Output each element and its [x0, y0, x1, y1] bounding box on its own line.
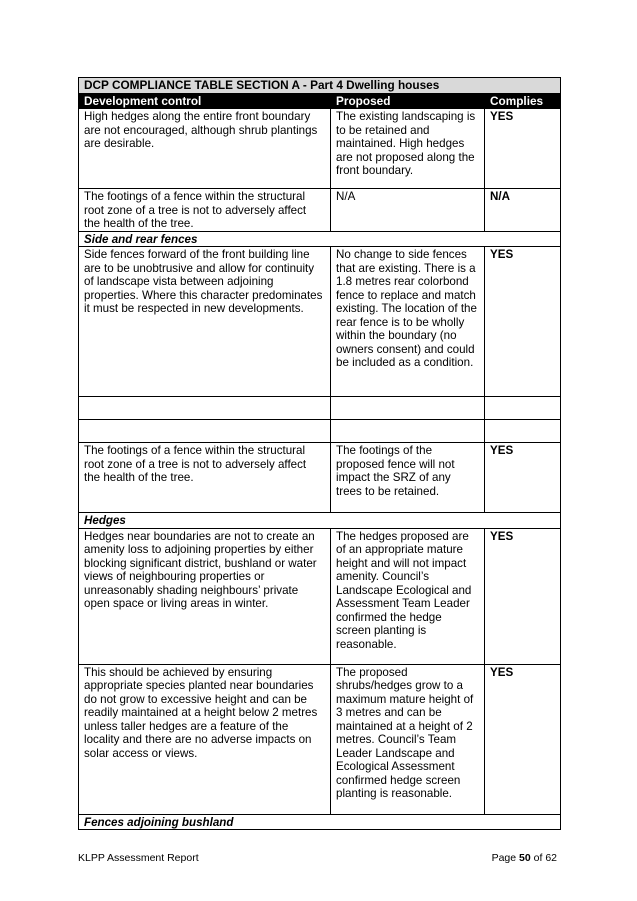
- proposed-cell: [331, 397, 485, 420]
- control-cell: The footings of a fence within the structural root zone of a tree is not to adversely affect the health of the tree.: [79, 443, 331, 513]
- proposed-cell: The proposed shrubs/hedges grow to a maximum mature height of 3 metres and can be maintained at a height of 2 metres. Council’s Team Leader Landscape and Ecological Assessment confirmed hedge screen planting is reasonable.: [331, 664, 485, 814]
- table-row: [79, 443, 561, 513]
- section-heading: Hedges: [79, 513, 561, 529]
- proposed-cell: The hedges proposed are of an appropriate mature height and will not impact amenity. Council’s Landscape Ecological and Assessment Team Leader confirmed the hedge screen planting is reasonable.: [331, 528, 485, 664]
- control-cell: Side fences forward of the front building line are to be unobtrusive and allow for continuity of landscape vista between adjoining properties. Where this character predominates it must be respected in new developments.: [79, 247, 331, 397]
- control-cell: This should be achieved by ensuring appropriate species planted near boundaries do not grow to excessive height and can be readily maintained at a height below 2 metres unless taller hedges are a feature of the locality and there are no adverse impacts on solar access or views.: [79, 664, 331, 814]
- table-row: [79, 528, 561, 664]
- control-cell: Hedges near boundaries are not to create an amenity loss to adjoining properties by either blocking significant district, bushland or water views of neighbouring properties or unreasonably shading neighbours’ private open space or living areas in winter.: [79, 528, 331, 664]
- proposed-cell: N/A: [331, 189, 485, 232]
- complies-cell: YES: [485, 443, 561, 513]
- page-prefix: Page: [491, 852, 517, 864]
- complies-cell: YES: [485, 664, 561, 814]
- table-title-row: [79, 78, 561, 94]
- table-row-empty: [79, 397, 561, 420]
- proposed-cell: [331, 420, 485, 443]
- header-complies: Complies: [485, 93, 561, 109]
- table-header-row: [79, 93, 561, 109]
- complies-cell: YES: [485, 528, 561, 664]
- proposed-cell: No change to side fences that are existing. There is a 1.8 metres rear colorbond fence to replace and match existing. The location of the rear fence is to be wholly within the boundary (no owners consent) and could be included as a condition.: [331, 247, 485, 397]
- dcp-compliance-table: [78, 77, 561, 830]
- table-title: DCP COMPLIANCE TABLE SECTION A - Part 4 Dwelling houses: [79, 78, 561, 94]
- control-cell: [79, 420, 331, 443]
- page-of: of: [533, 852, 543, 864]
- section-heading-row: [79, 231, 561, 247]
- proposed-cell: The existing landscaping is to be retained and maintained. High hedges are not proposed along the front boundary.: [331, 109, 485, 189]
- page-total: 62: [545, 852, 557, 864]
- section-heading: Side and rear fences: [79, 231, 561, 247]
- complies-cell: YES: [485, 247, 561, 397]
- section-heading-row: [79, 513, 561, 529]
- table-row: [79, 189, 561, 232]
- table-row: [79, 109, 561, 189]
- control-cell: The footings of a fence within the structural root zone of a tree is not to adversely affect the health of the tree.: [79, 189, 331, 232]
- complies-cell: [485, 420, 561, 443]
- header-proposed: Proposed: [331, 93, 485, 109]
- section-heading-row: [79, 814, 561, 830]
- table-row-empty: [79, 420, 561, 443]
- complies-cell: N/A: [485, 189, 561, 232]
- page-current: 50: [519, 852, 531, 864]
- control-cell: [79, 397, 331, 420]
- control-cell: High hedges along the entire front boundary are not encouraged, although shrub plantings are desirable.: [79, 109, 331, 189]
- complies-cell: [485, 397, 561, 420]
- table-row: [79, 247, 561, 397]
- complies-cell: YES: [485, 109, 561, 189]
- footer-page-number: [492, 852, 557, 864]
- section-heading: Fences adjoining bushland: [79, 814, 561, 830]
- footer-report-name: KLPP Assessment Report: [78, 852, 199, 864]
- header-development-control: Development control: [79, 93, 331, 109]
- proposed-cell: The footings of the proposed fence will not impact the SRZ of any trees to be retained.: [331, 443, 485, 513]
- table-row: [79, 664, 561, 814]
